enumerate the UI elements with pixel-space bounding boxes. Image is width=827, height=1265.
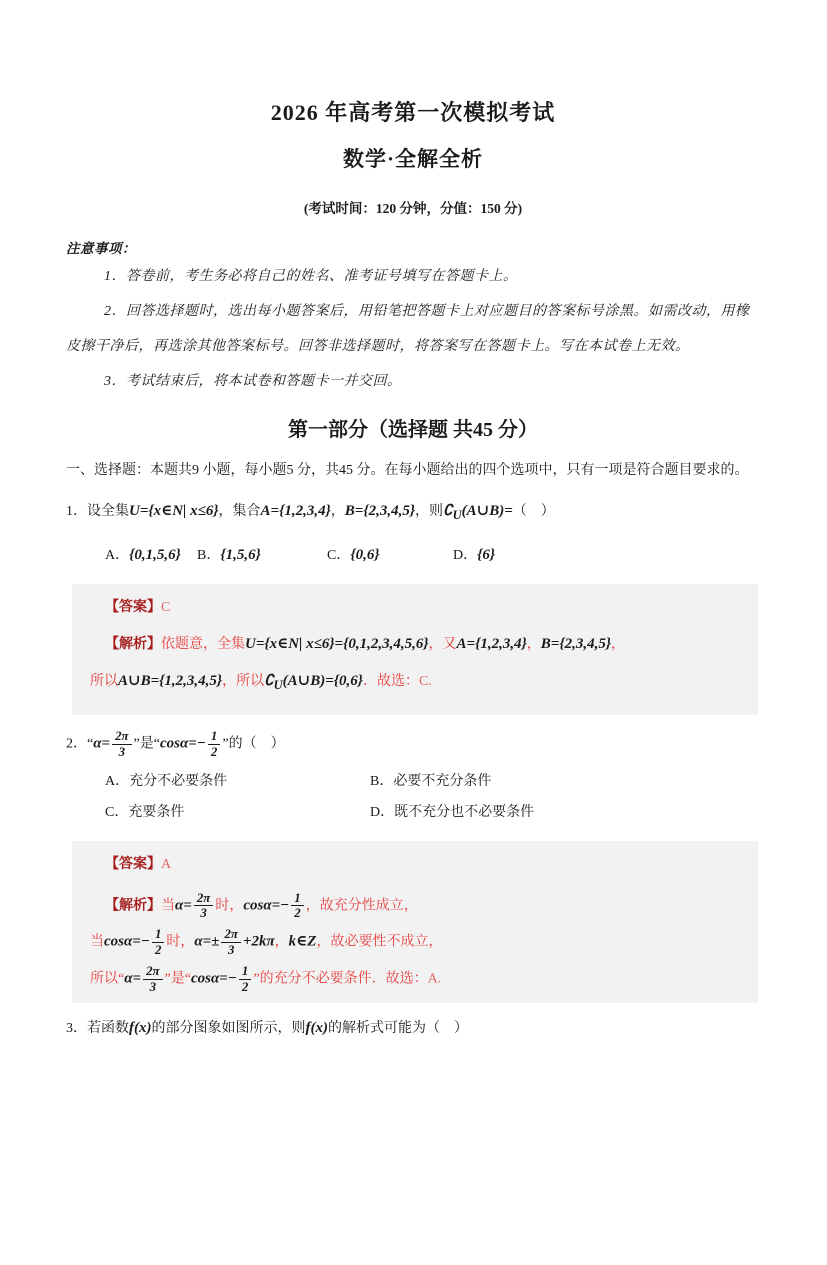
fraction	[112, 729, 131, 760]
fraction	[208, 729, 220, 760]
page-title: 2026 年高考第一次模拟考试	[270, 100, 556, 125]
text-run: 依题意，全集	[161, 637, 245, 652]
text-run: ，又	[428, 637, 457, 652]
text-run: 当	[90, 934, 104, 950]
fraction-denominator: 2	[294, 906, 301, 921]
analysis-line	[90, 927, 748, 958]
complement-symbol	[443, 503, 462, 522]
option-c	[327, 544, 380, 564]
text-run: 时，	[215, 898, 244, 914]
math-run: cosα=−	[243, 897, 290, 914]
option-label: D．	[370, 804, 395, 820]
text-run: 2．“	[66, 736, 94, 752]
option-value: {0,6}	[350, 547, 380, 563]
exam-info: (考试时间：120 分钟，分值：150 分)	[303, 201, 523, 216]
fraction-numerator: 1	[291, 891, 303, 907]
math-run: α=	[124, 970, 142, 987]
fraction	[143, 964, 162, 995]
math-run: U={x∈N| x≤6}={0,1,2,3,4,5,6}	[245, 636, 429, 652]
question-2-answer-block	[72, 841, 758, 1004]
answer-value: A	[161, 856, 172, 872]
fraction-denominator: 3	[149, 979, 157, 994]
notice-section	[66, 239, 760, 399]
section-intro: 一、选择题：本题共9 小题，每小题5 分，共45 分。在每小题给出的四个选项中，只有一项是符合题目要求的。	[66, 463, 749, 478]
math-run: A={1,2,3,4}	[456, 636, 527, 652]
option-value: {6}	[477, 547, 496, 563]
math-run: f(x)	[305, 1020, 328, 1037]
text-run: ，故充分性成立，	[305, 898, 418, 914]
text-run: 当	[161, 898, 175, 914]
answer-line	[105, 854, 748, 875]
math-run: α=	[93, 735, 111, 752]
option-b	[370, 770, 491, 790]
fraction-numerator: 2π	[194, 891, 213, 907]
text-run: ，	[274, 934, 289, 950]
analysis-line	[105, 891, 748, 922]
math-run: f(x)	[129, 1020, 152, 1037]
question-2-stem	[66, 729, 760, 760]
answer-label: 【答案】	[105, 856, 161, 872]
text-run: ”是“	[164, 971, 191, 987]
option-value: {0,1,5,6}	[129, 547, 181, 563]
math-run: (A∪B)=	[461, 503, 513, 519]
math-run: k∈Z	[288, 933, 317, 950]
fraction-numerator: 2π	[221, 927, 240, 943]
math-run: +2kπ	[242, 933, 275, 950]
option-value: 必要不充分条件	[393, 773, 492, 789]
notice-item-1: 1．答卷前，考生务必将自己的姓名、准考证号填写在答题卡上。	[104, 269, 518, 284]
fraction-denominator: 2	[241, 979, 249, 994]
option-a	[105, 544, 181, 564]
option-value: 充分不必要条件	[129, 773, 228, 789]
text-run: ”的充分不必要条件．故选：	[253, 971, 428, 987]
answer-label: 【答案】	[105, 600, 161, 615]
text-run: ，	[330, 504, 345, 519]
fraction-denominator: 3	[227, 942, 235, 957]
text-run: ，故必要性不成立，	[316, 934, 443, 950]
fraction-denominator: 3	[200, 906, 207, 921]
text-run: 3．若函数	[66, 1021, 129, 1037]
option-label: C．	[327, 548, 351, 563]
fraction-denominator: 2	[210, 744, 218, 759]
answer-value: C	[161, 600, 171, 615]
option-value: 既不充分也不必要条件	[394, 804, 535, 820]
option-b	[197, 544, 261, 564]
fraction	[194, 891, 213, 922]
fraction-denominator: 2	[154, 942, 162, 957]
option-label: B．	[370, 773, 394, 789]
fraction-numerator: 1	[152, 927, 164, 943]
option-label: B．	[197, 548, 221, 563]
fraction-denominator: 3	[118, 744, 126, 759]
question-2-options	[66, 770, 760, 827]
text-run: ”是“	[133, 736, 160, 752]
analysis-line	[105, 634, 748, 655]
math-run: cosα=−	[190, 970, 237, 987]
option-label: C．	[105, 804, 129, 820]
text-run: ，	[611, 637, 626, 652]
text-run: 1．设全集	[66, 504, 129, 519]
option-label: D．	[453, 548, 478, 563]
fraction-numerator: 2π	[143, 964, 162, 980]
text-run: ，	[526, 637, 541, 652]
option-value: {1,5,6}	[220, 547, 261, 563]
text-run: ，集合	[218, 504, 261, 519]
text-run: （ ）	[512, 504, 555, 519]
text-run: 的解析式可能为（ ）	[328, 1021, 468, 1037]
notice-item-2: 2．回答选择题时，选出每小题答案后，用铅笔把答题卡上对应题目的答案标号涂黑。如需改动，用橡皮擦干净后，再选涂其他答案标号。回答非选择题时，将答案写在答题卡上。写在本试卷上无效。	[66, 304, 750, 354]
analysis-line	[90, 964, 748, 995]
math-subscript: U	[452, 508, 462, 522]
fraction-numerator: 1	[208, 729, 220, 745]
option-c	[105, 801, 184, 821]
analysis-label: 【解析】	[105, 898, 161, 914]
chosen-letter: C.	[418, 674, 432, 689]
option-a	[105, 770, 227, 790]
math-run: B={2,3,4,5}	[540, 636, 612, 652]
text-run: 所以“	[90, 971, 125, 987]
math-run: α=	[175, 897, 192, 914]
fraction-numerator: 2π	[112, 729, 131, 745]
text-run: 的部分图象如图所示，则	[151, 1021, 306, 1037]
analysis-line	[90, 671, 748, 696]
math-run: α=±	[194, 933, 220, 950]
math-run: cosα=−	[159, 735, 206, 752]
analysis-label: 【解析】	[105, 637, 161, 652]
notice-item-3: 3．考试结束后，将本试卷和答题卡一并交回。	[104, 374, 402, 389]
page-subtitle: 数学·全解全析	[342, 147, 483, 171]
math-subscript: U	[273, 678, 283, 692]
option-label: A．	[105, 548, 130, 563]
text-run: ，则	[415, 504, 444, 519]
fraction	[152, 927, 164, 958]
fraction-numerator: 1	[239, 964, 251, 980]
option-label: A．	[105, 773, 130, 789]
text-run: 所以	[90, 674, 118, 689]
text-run: ”的（ ）	[222, 736, 285, 752]
math-run: A∪B={1,2,3,4,5}	[118, 673, 223, 689]
math-run: B={2,3,4,5}	[344, 503, 416, 519]
question-1-options	[66, 544, 760, 570]
math-run: cosα=−	[104, 933, 150, 950]
math-run: ∁	[264, 673, 274, 689]
text-run: ，所以	[222, 674, 265, 689]
complement-symbol	[264, 673, 283, 692]
question-1-answer-block	[72, 584, 758, 715]
question-3-stem	[66, 1015, 760, 1042]
chosen-letter: A.	[427, 971, 442, 987]
option-d	[370, 801, 534, 821]
text-run: 时，	[166, 934, 195, 950]
answer-line	[105, 597, 748, 618]
fraction	[291, 891, 303, 922]
fraction	[239, 964, 251, 995]
math-run: (A∪B)={0,6}	[282, 673, 363, 689]
option-d	[453, 544, 495, 564]
exam-paper-page	[0, 96, 827, 1042]
question-1-stem	[66, 498, 760, 528]
notice-heading: 注意事项：	[66, 241, 136, 256]
section-heading: 第一部分（选择题 共45 分）	[288, 419, 538, 441]
fraction	[221, 927, 240, 958]
math-run: U={x∈N| x≤6}	[129, 503, 219, 519]
math-run: ∁	[443, 503, 453, 519]
option-value: 充要条件	[128, 804, 185, 820]
math-run: A={1,2,3,4}	[260, 503, 331, 519]
text-run: ．故选：	[362, 674, 419, 689]
